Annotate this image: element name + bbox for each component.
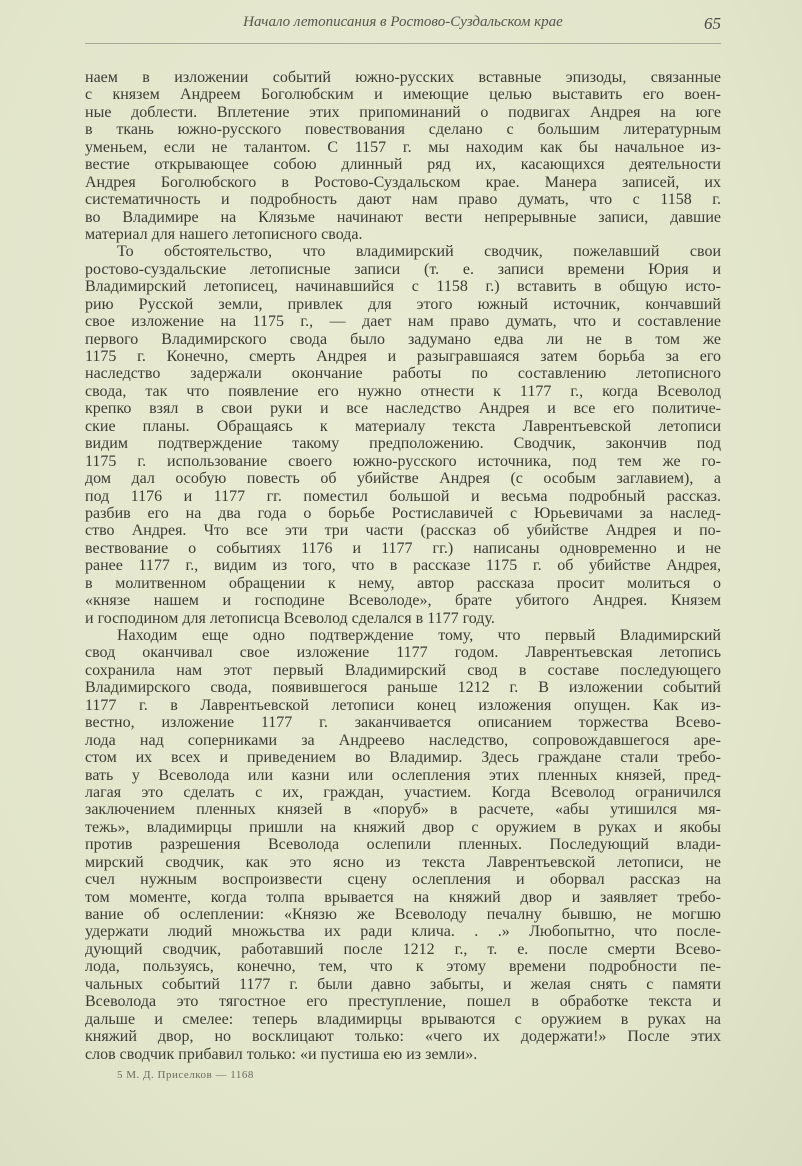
text-line: 1177 г. в Лаврентьевской летописи конец изложения опущен. Как из- — [85, 696, 721, 714]
text-line: тежь», владимирцы пришли на княжий двор с оружием в руках и якобы — [85, 818, 721, 836]
text-line: Находим еще одно подтверждение тому, что первый Владимирский — [117, 627, 721, 644]
text-line: дующий сводчик, работавший после 1212 г., т. е. после смерти Всево- — [85, 940, 721, 958]
page-number: 65 — [704, 14, 721, 33]
text-line: видим подтверждение такому предположению. Сводчик, закончив под — [85, 435, 721, 453]
paragraph — [85, 627, 721, 1063]
text-line: ростово-суздальские летописные записи (т. е. записи времени Юрия и — [85, 260, 721, 278]
text-line: ские планы. Обращаясь к материалу текста Лаврентьевской летописи — [85, 417, 721, 435]
text-line: первого Владимирского свода было задумано едва ли не в том же — [85, 330, 721, 348]
text-line: лода, пользуясь, конечно, тем, что к этому времени подробности пе- — [85, 958, 721, 976]
text-line: заключением пленных князей в «поруб» в расчете, «абы утишился мя- — [85, 801, 721, 819]
text-line: Владимирский летописец, начинавшийся с 1158 г.) вставить в общую исто- — [85, 278, 721, 296]
text-line: свое изложение на 1175 г., — дает нам право думать, что и составление — [85, 313, 721, 331]
text-line: стом их всех и приведением во Владимир. Здесь граждане стали требо- — [85, 749, 721, 767]
text-line: наследство задержали окончание работы по составлению летописного — [85, 365, 721, 383]
text-line: княжий двор, но восклицают только: «чего их додержати!» После этих — [85, 1028, 721, 1046]
text-line: вестно, изложение 1177 г. заканчивается описанием торжества Всево- — [85, 714, 721, 732]
text-line: том моменте, когда толпа врывается на княжий двор и заявляет требо- — [85, 888, 721, 906]
text-line: лагая это сделать с их, граждан, участием. Когда Всеволод ограничился — [85, 783, 721, 801]
text-line: уменьем, если не талантом. С 1157 г. мы находим как бы начальное из- — [85, 138, 721, 156]
text-line: и господином для летописца Всеволод сделался в 1177 году. — [85, 609, 495, 627]
running-title: Начало летописания в Ростово-Суздальском крае — [243, 14, 563, 30]
text-line: свод оканчивал свое изложение 1177 годом. Лаврентьевская летопись — [85, 644, 721, 662]
text-line: в молитвенном обращении к нему, автор рассказа просит молиться о — [85, 574, 721, 592]
text-line: вать у Всеволода или казни или ослепления этих пленных князей, пред- — [85, 766, 721, 784]
text-line: слов сводчик прибавил только: «и пустиша ею из земли». — [85, 1045, 478, 1063]
text-line: против разрешения Всеволода ослепили пленных. Последующий влади- — [85, 836, 721, 854]
text-line: чальных событий 1177 г. были давно забыты, и желая снять с памяти — [85, 975, 721, 993]
text-line: удержати людий множьства их ради клича. . .» Любопытно, что после- — [85, 923, 721, 941]
text-line: сохранила нам этот первый Владимирский свод в составе последующего — [85, 661, 721, 679]
text-line: разбив его на два года о борьбе Ростиславичей с Юрьевичами за наслед- — [85, 504, 721, 522]
text-line: вествование о событиях 1176 и 1177 гг.) написаны одновременно и не — [85, 539, 721, 557]
text-line: крепко взял в свои руки и все наследство Андрея и все его политиче- — [85, 400, 721, 418]
text-line: Владимирского свода, появившегося раньше 1212 г. В изложении событий — [85, 679, 721, 697]
text-line: Всеволода это тягостное его преступление, пошел в обработке текста и — [85, 993, 721, 1011]
text-line: под 1176 и 1177 гг. поместил большой и весьма подробный рассказ. — [85, 487, 721, 505]
paragraph — [85, 69, 721, 243]
text-line: счел нужным воспроизвести сцену ослепления и оборвал рассказ на — [85, 871, 721, 889]
text-line: Андрея Боголюбского в Ростово-Суздальском крае. Манера записей, их — [85, 173, 721, 191]
text-line: материал для нашего летописного свода. — [85, 225, 363, 243]
text-line: 1175 г. использование своего южно-русского источника, под тем же го- — [85, 452, 721, 470]
text-line: вестие открывающее собою длинный ряд их, касающихся деятельности — [85, 156, 721, 174]
text-line: ство Андрея. Что все эти три части (рассказ об убийстве Андрея и по- — [85, 522, 721, 540]
text-line: ные доблести. Вплетение этих припоминаний о подвигах Андрея на юге — [85, 103, 721, 121]
text-line: систематичность и подробность дают нам право думать, что с 1158 г. — [85, 191, 721, 209]
text-line: То обстоятельство, что владимирский сводчик, пожелавший свои — [117, 243, 721, 261]
text-line: мирский сводчик, как это ясно из текста Лаврентьевской летописи, не — [85, 853, 721, 871]
text-line: «князе нашем и господине Всеволоде», брате убитого Андрея. Князем — [85, 592, 721, 610]
text-line: вание об ослеплении: «Князю же Всеволоду печалну бывшю, не могшю — [85, 906, 721, 923]
text-line: лода над соперниками за Андреево наследство, сопровождавшегося аре- — [85, 731, 721, 749]
body-text — [85, 69, 721, 1063]
text-line: дом дал особую повесть об убийстве Андрея (с особым заглавием), а — [85, 470, 721, 488]
text-line: во Владимире на Клязьме начинают вести непрерывные записи, давшие — [85, 208, 721, 226]
text-line: 1175 г. Конечно, смерть Андрея и разыгравшаяся затем борьба за его — [85, 348, 721, 365]
text-line: с князем Андреем Боголюбским и имеющие целью выставить его воен- — [85, 86, 721, 104]
text-line: ранее 1177 г., видим из того, что в рассказе 1175 г. об убийстве Андрея, — [85, 557, 721, 575]
printer-signature: 5 М. Д. Приселков — 1168 — [117, 1069, 254, 1081]
text-line: дальше и смелее: теперь владимирцы врываются с оружием в руках на — [85, 1010, 721, 1028]
text-line: в ткань южно-русского повествования сделано с большим литературным — [85, 121, 721, 139]
header-rule — [85, 43, 721, 44]
paragraph — [85, 243, 721, 627]
text-line: рию Русской земли, привлек для этого южный источник, кончавший — [85, 295, 721, 313]
page-header — [85, 14, 721, 38]
text-line: свода, так что появление его нужно отнести к 1177 г., когда Всеволод — [85, 382, 721, 400]
text-line: наем в изложении событий южно-русских вставные эпизоды, связанные — [85, 69, 721, 86]
